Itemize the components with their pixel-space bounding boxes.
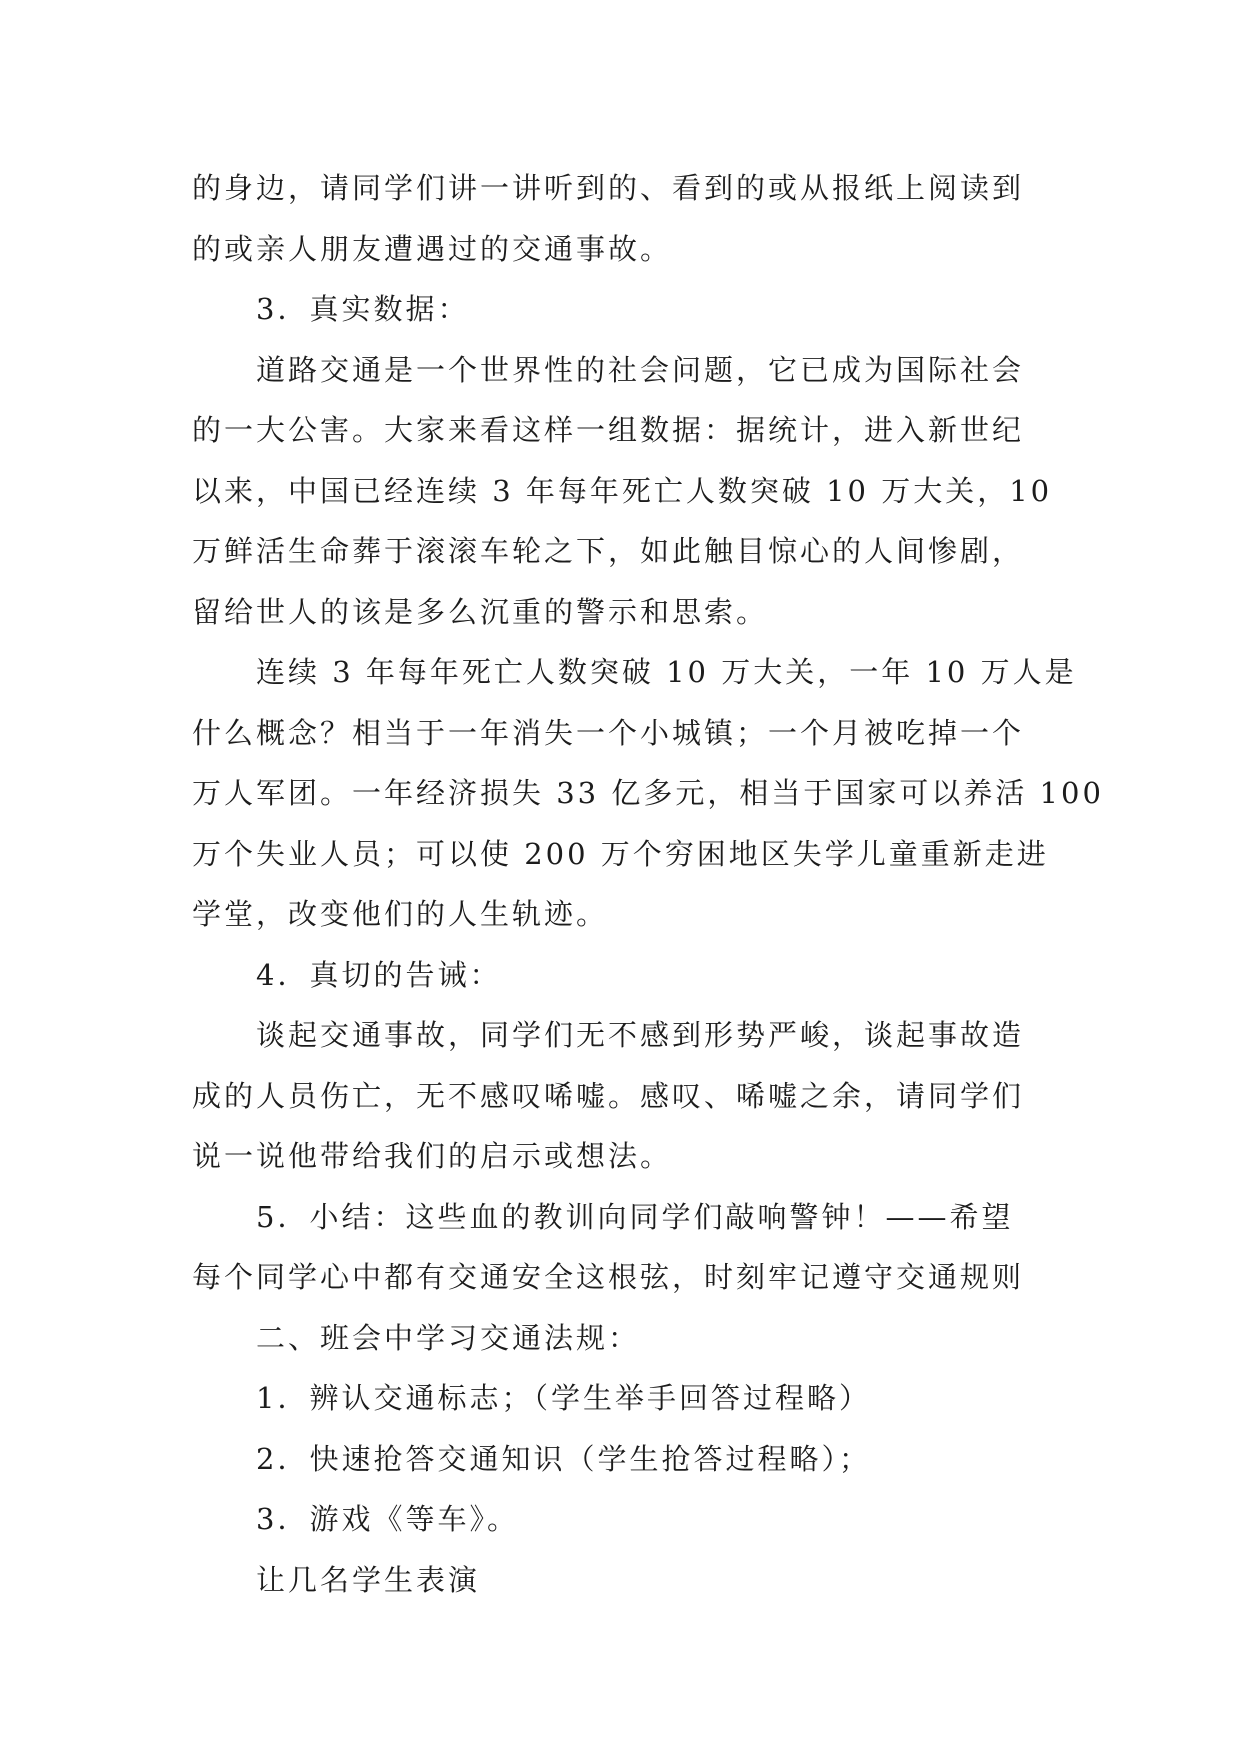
list-item: 1．辨认交通标志；（学生举手回答过程略） — [256, 1381, 871, 1415]
text-line: 万人军团。一年经济损失 33 亿多元，相当于国家可以养活 100 — [192, 776, 1104, 810]
text-line: 的或亲人朋友遭遇过的交通事故。 — [192, 231, 673, 266]
text-line: 让几名学生表演 — [256, 1562, 481, 1597]
list-item: 2．快速抢答交通知识（学生抢答过程略）； — [256, 1441, 871, 1476]
section-heading: 4．真切的告诫： — [256, 957, 502, 992]
section-heading: 5．小结：这些血的教训向同学们敲响警钟！——希望 — [256, 1199, 1014, 1234]
list-item: 3．游戏《等车》。 — [256, 1502, 519, 1536]
text-line: 道路交通是一个世界性的社会问题，它已成为国际社会 — [256, 352, 1025, 387]
text-line: 谈起交通事故，同学们无不感到形势严峻，谈起事故造 — [256, 1018, 1025, 1052]
text-line: 连续 3 年每年死亡人数突破 10 万大关，一年 10 万人是 — [256, 655, 1077, 689]
text-line: 说一说他带给我们的启示或想法。 — [192, 1139, 673, 1173]
text-line: 学堂，改变他们的人生轨迹。 — [192, 897, 609, 931]
text-line: 留给世人的该是多么沉重的警示和思索。 — [192, 594, 769, 629]
text-line: 的身边，请同学们讲一讲听到的、看到的或从报纸上阅读到 — [192, 171, 1025, 205]
text-line: 每个同学心中都有交通安全这根弦，时刻牢记遵守交通规则 — [192, 1260, 1025, 1294]
section-heading: 二、班会中学习交通法规： — [256, 1320, 641, 1355]
text-line: 万鲜活生命葬于滚滚车轮之下，如此触目惊心的人间惨剧， — [192, 534, 1025, 568]
text-line: 以来，中国已经连续 3 年每年死亡人数突破 10 万大关，10 — [192, 473, 1053, 508]
text-line: 万个失业人员；可以使 200 万个穷困地区失学儿童重新走进 — [192, 836, 1049, 871]
text-line: 的一大公害。大家来看这样一组数据：据统计，进入新世纪 — [192, 413, 1025, 447]
document-body — [192, 158, 1104, 1610]
text-line: 成的人员伤亡，无不感叹唏嘘。感叹、唏嘘之余，请同学们 — [192, 1078, 1025, 1113]
text-line: 什么概念？相当于一年消失一个小城镇；一个月被吃掉一个 — [192, 715, 1025, 750]
section-heading: 3．真实数据： — [256, 292, 470, 326]
